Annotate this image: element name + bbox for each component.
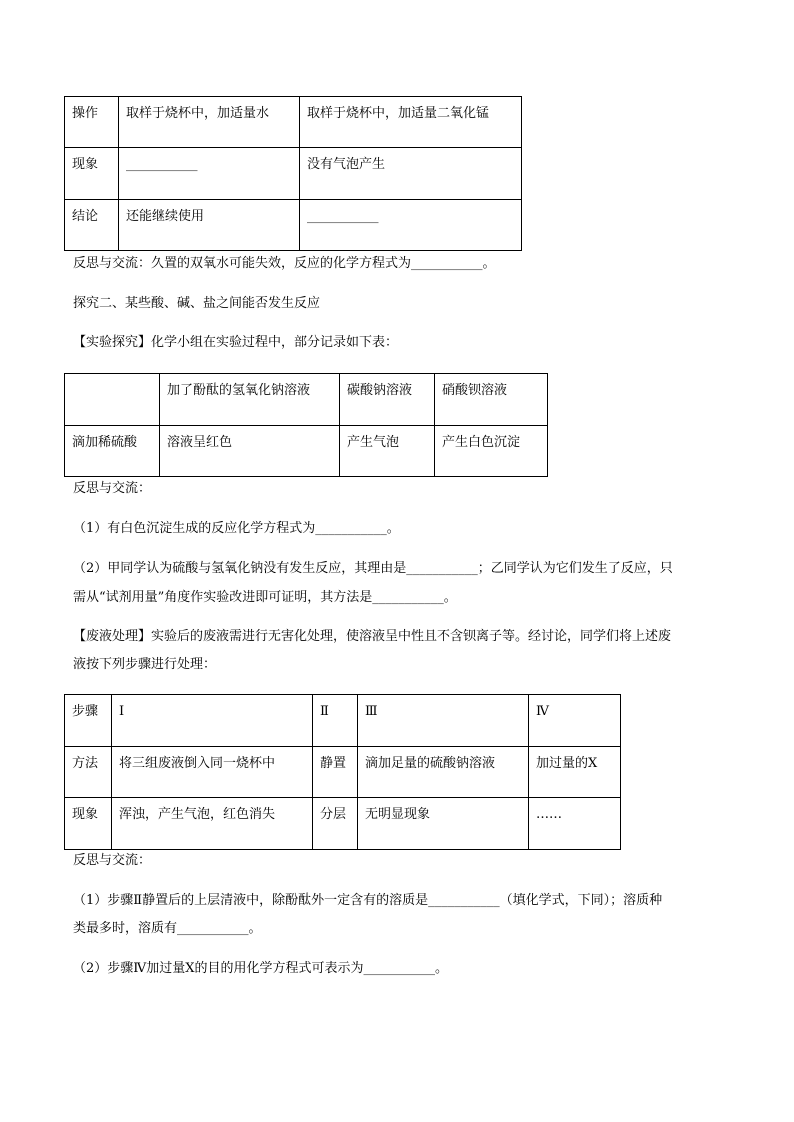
table-header-row	[65, 374, 548, 426]
table-row	[65, 695, 621, 747]
waste-treatment-line-1: 【废液处理】实验后的废液需进行无害化处理，使溶液呈中性且不含钡离子等。经讨论，同学们将上述废	[73, 629, 672, 644]
table-cell: 无明显现象	[358, 798, 529, 850]
table-cell: 浑浊，产生气泡，红色消失	[112, 798, 313, 850]
table-cell: 加过量的X	[529, 747, 621, 798]
experiment-intro: 【实验探究】化学小组在实验过程中，部分记录如下表：	[73, 335, 399, 350]
table-cell: ……	[529, 798, 621, 850]
table-row	[65, 426, 548, 477]
table-cell: Ⅲ	[358, 695, 529, 747]
table-acid-base-salt	[64, 373, 548, 477]
table-cell: Ⅰ	[112, 695, 313, 747]
table-cell: 分层	[313, 798, 358, 850]
question-3-line-2: 类最多时，溶质有___________。	[73, 921, 262, 936]
table-hydrogen-peroxide	[64, 96, 522, 251]
table-cell: 溶液呈红色	[160, 426, 340, 477]
reflection-1: 反思与交流：久置的双氧水可能失效，反应的化学方程式为___________。	[73, 256, 496, 271]
row-label: 现象	[65, 798, 112, 850]
question-2-line-2: 需从“试剂用量”角度作实验改进即可证明，其方法是___________。	[73, 590, 457, 605]
row-label: 步骤	[65, 695, 112, 747]
table-row	[65, 747, 621, 798]
table-cell: ___________	[119, 148, 300, 200]
table-waste-steps	[64, 694, 621, 850]
table-row	[65, 148, 522, 200]
question-1: （1）有白色沉淀生成的反应化学方程式为___________。	[73, 521, 400, 536]
reflection-3-title: 反思与交流：	[73, 853, 152, 868]
table-header: 加了酚酞的氢氧化钠溶液	[160, 374, 340, 426]
table-header: 碳酸钠溶液	[340, 374, 435, 426]
waste-treatment-line-2: 液按下列步骤进行处理：	[73, 657, 217, 672]
question-4: （2）步骤Ⅳ加过量X的目的用化学方程式可表示为___________。	[73, 961, 449, 976]
row-label: 操作	[65, 97, 119, 148]
table-header: 硝酸钡溶液	[435, 374, 548, 426]
table-row	[65, 200, 522, 251]
table-cell: 将三组废液倒入同一烧杯中	[112, 747, 313, 798]
row-label: 现象	[65, 148, 119, 200]
table-row	[65, 798, 621, 850]
table-cell: 产生气泡	[340, 426, 435, 477]
table-cell: ___________	[300, 200, 522, 251]
table-row	[65, 97, 522, 148]
table-cell: 还能继续使用	[119, 200, 300, 251]
table-cell: 取样于烧杯中，加适量二氧化锰	[300, 97, 522, 148]
table-cell: Ⅱ	[313, 695, 358, 747]
row-label: 滴加稀硫酸	[65, 426, 160, 477]
table-cell: 静置	[313, 747, 358, 798]
table-cell: 产生白色沉淀	[435, 426, 548, 477]
question-3-line-1: （1）步骤Ⅱ静置后的上层清液中，除酚酞外一定含有的溶质是___________（填化学式，下同）；溶质种	[73, 893, 663, 908]
table-cell: Ⅳ	[529, 695, 621, 747]
question-2-line-1: （2）甲同学认为硫酸与氢氧化钠没有发生反应，其理由是___________；乙同学认为它们发生了反应，只	[73, 561, 673, 576]
row-label: 方法	[65, 747, 112, 798]
section-title-explore-2: 探究二、某些酸、碱、盐之间能否发生反应	[73, 296, 321, 311]
table-cell: 滴加足量的硫酸钠溶液	[358, 747, 529, 798]
row-label: 结论	[65, 200, 119, 251]
reflection-2-title: 反思与交流：	[73, 481, 152, 496]
table-header-empty	[65, 374, 160, 426]
table-cell: 没有气泡产生	[300, 148, 522, 200]
table-cell: 取样于烧杯中，加适量水	[119, 97, 300, 148]
